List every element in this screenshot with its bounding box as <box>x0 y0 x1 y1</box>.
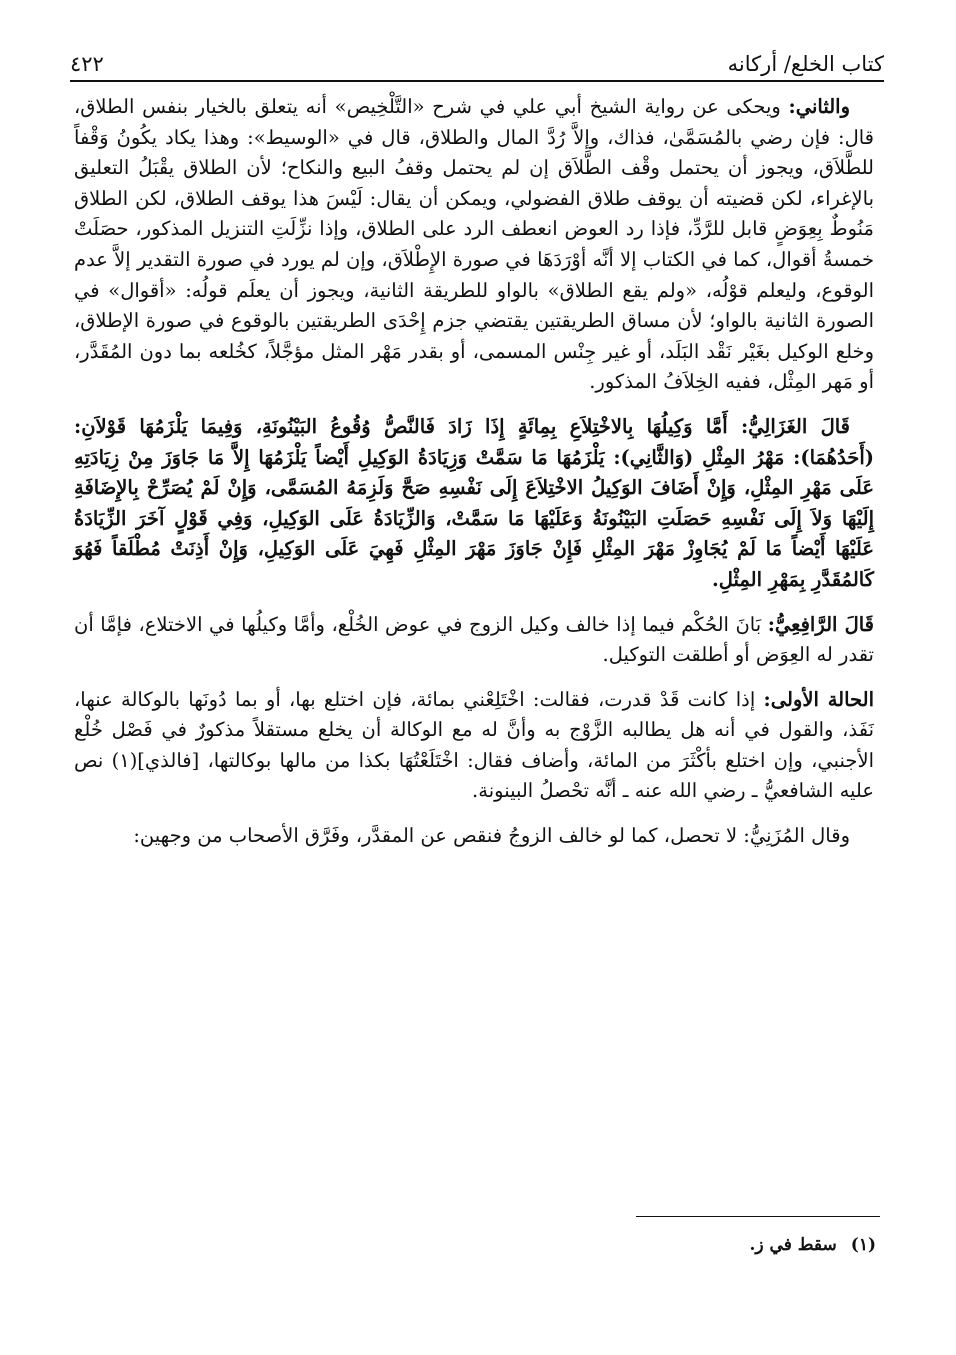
paragraph-text: بَانَ الحُكْم فيما إذا خالف وكيل الزوج في عوض الخُلْع، وأمَّا وكيلُها في الاختلاع، فإمَّا أن تقدر له العِوَض أو أطلقت التوكيل. <box>74 612 874 667</box>
paragraph-lead: قَالَ الغَزَالِيُّ: <box>740 414 850 438</box>
paragraph-text: إذا كانت قَدْ قدرت، فقالت: اخْتَلِعْني بمائة، فإن اختلع بها، أو بما دُونَها بالوكالة عنها، نَفَذ، والقول في أنه هل يطالبه الزَّوْج به وأنَّ له مع الوكالة أن يخلع مستقلاً مذكورٌ في فَصْل خُلْع الأجنبي، وإن اختلع بأكْثَرَ من المائة، وأضاف فقال: اخْتَلَعْتُهَا بكذا من مالها بوكالتها، [فالذي](١) نص عليه الشافعيُّ ـ رضي الله عنه ـ أنَّه تحْصلُ البينونة. <box>74 687 874 803</box>
paragraph-lead: قَالَ الرَّافِعِيُّ: <box>767 612 874 636</box>
paragraph-lead: الحالة الأولى: <box>763 687 875 711</box>
chapter-title: كتاب الخلع/ أركانه <box>727 52 884 76</box>
paragraph-muzani <box>74 821 874 852</box>
footnote-divider <box>636 1216 880 1217</box>
paragraph-ghazali <box>74 412 874 596</box>
page-number: ٤٢٢ <box>70 52 104 76</box>
paragraph-second-opinion <box>74 92 874 398</box>
paragraph-first-case <box>74 685 874 807</box>
main-text <box>74 92 874 852</box>
header-divider <box>70 80 884 82</box>
footnote-number: (١) <box>850 1235 876 1255</box>
paragraph-text: ويحكى عن رواية الشيخ أبي علي في شرح «التَّلْخِيص» أنه يتعلق بالخيار بنفس الطلاق، قال: فإن رضي بالمُسَمَّىٰ، فذاك، وإلاَّ رُدَّ المال والطلاق، قال في «الوسيط»: وهذا يكاد يكُونُ وَقْفاً للطَّلاَق، ويجوز أن يحتمل وقْف الطَّلاَق إن لم يحتمل وقفُ البيع والنكاح؛ لأن الطلاق يقْبَلُ التعليق بالإغراء، لكن قضيته أن يوقف طلاق الفضولي، ويمكن أن يقال: لَيْسَ هذا يوقف الطلاق، لكن الطلاق مَنُوطٌ بِعِوَضٍ قابل للرَّدِّ، فإذا رد العوض انعطف الرد على الطلاق، وإذا نزِّلَتِ التنزيل المذكور، حصَلَتْ خمسةُ أقوال، كما في الكتاب إلا أنَّه أوْرَدَهَا في صورة الإِطْلاَق، وإن لم يورد في صورة التقدير إلاَّ عدم الوقوع، وليعلم قوْلُه، «ولم يقع الطلاق» بالواو للطريقة الثانية، ويجوز أن يعلَم قولُه: «أقوال» في الصورة الثانية بالواو؛ لأن مساق الطريقتين يقتضي جزم إِحْدَى الطريقتين بالوقوع في صورة الإطلاق، وخلع الوكيل بغَيْر نَقْد البَلَد، أو غير جِنْس المسمى، أو بقدر مَهْر المثل مؤجَّلاً، كخُلعه بما دون المُقَدَّر، أو مَهر المِثْل، ففيه الخِلاَفُ المذكور. <box>74 95 874 394</box>
paragraph-text: أَمَّا وَكِيلُهَا بِالاخْتِلاَعِ بِمِائَةٍ إِذَا زَادَ فَالنَّصُّ وُقُوعُ البَيْنُونَةِ، وَفِيمَا يَلْزَمُهَا قَوْلاَنِ: (أَحَدُهُمَا): مَهْرُ المِثْلِ (وَالثَّانِي): يَلْزَمُهَا مَا سَمَّتْ وَزِيَادَةُ الوَكِيلِ أَيْضاً يَلْزَمُهَا إِلاَّ مَا جَاوَزَ مِنْ زِيَادَتِهِ عَلَى مَهْرِ المِثْلِ، وَإِنْ أَضَافَ الوَكِيلُ الاخْتِلاَعَ إِلَى نَفْسِهِ صَحَّ وَلَزِمَهُ المُسَمَّى، وَإِنْ لَمْ يُصَرِّحْ بِالإِضَافَةِ إِلَيْهَا وَلاَ إِلَى نَفْسِهِ حَصَلَتِ البَيْنُونَةُ وَعَلَيْهَا مَا سَمَّتْ، وَالزِّيَادَةُ عَلَى الوَكِيلِ، وَفِي قَوْلٍ آخَرَ الزِّيَادَةُ عَلَيْهَا أَيْضاً مَا لَمْ يُجَاوِزْ مَهْرَ المِثْلِ فَإِنْ جَاوَزَ مَهْرَ المِثْلِ فَهِيَ عَلَى الوَكِيلِ، وَإِنْ أَذِنَتْ مُطْلَقاً فَهُوَ كَالمُقَدَّرِ بِمَهْرِ المِثْلِ. <box>74 414 874 591</box>
footnote <box>74 1232 876 1258</box>
paragraph-rafii <box>74 610 874 671</box>
paragraph-lead: والثاني: <box>788 95 850 118</box>
running-header <box>70 36 884 76</box>
paragraph-text: وقال المُزَنِيُّ: لا تحصل، كما لو خالف الزوجُ فنقص عن المقدَّر، وفَرَّق الأصحاب من وجهين: <box>133 824 850 848</box>
footnote-text: سقط في ز. <box>749 1235 837 1255</box>
